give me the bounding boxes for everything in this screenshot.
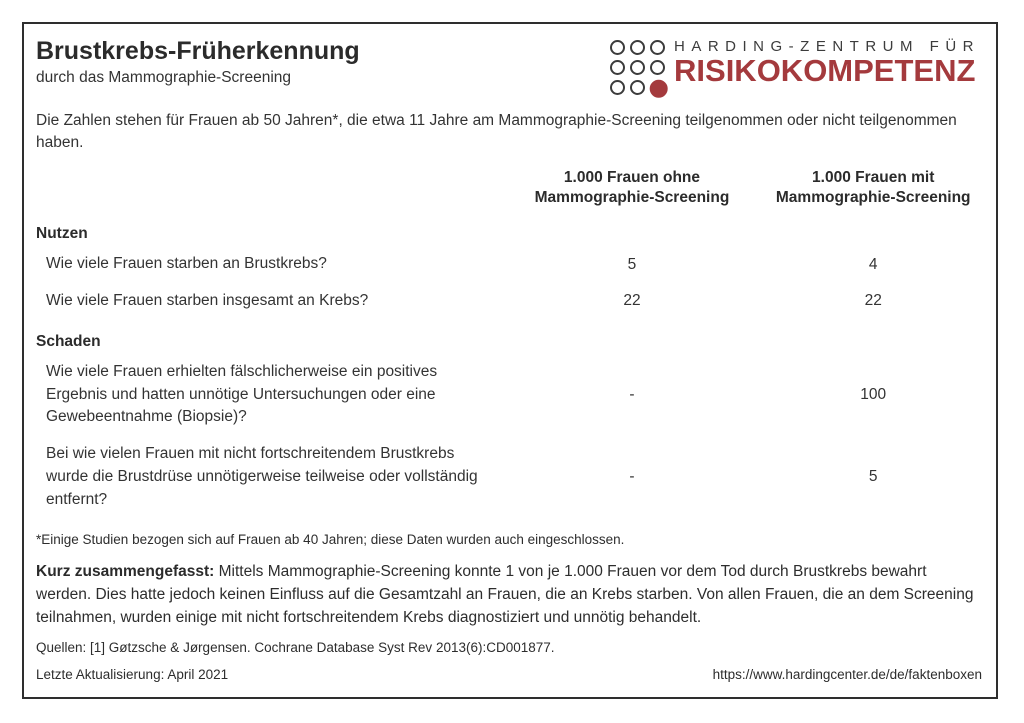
logo-text — [674, 36, 980, 88]
value-mit: 5 — [868, 468, 878, 486]
section-label-nutzen: Nutzen — [36, 225, 88, 243]
logo-dot-icon — [630, 40, 645, 55]
value-mit: 4 — [868, 255, 878, 273]
table-row — [36, 436, 982, 518]
intro-text: Die Zahlen stehen für Frauen ab 50 Jahren*, die etwa 11 Jahre am Mammographie-Screening teilgenommen oder nicht teilgenommen haben. — [36, 112, 957, 151]
question-cell: Wie viele Frauen starben insgesamt an Krebs? — [46, 292, 369, 310]
summary-paragraph — [36, 560, 982, 630]
value-ohne: 22 — [623, 292, 641, 310]
value-ohne: - — [629, 468, 635, 486]
logo-dot-icon — [610, 60, 625, 75]
table-row — [36, 283, 982, 320]
column-header-ohne-screening — [500, 168, 765, 212]
page-subtitle: durch das Mammographie-Screening — [36, 69, 292, 86]
logo-red-dot-icon — [650, 80, 668, 98]
logo-dot-icon — [650, 60, 665, 75]
logo-dots-icon — [610, 40, 665, 95]
table-row — [36, 246, 982, 283]
question-cell: Wie viele Frauen erhielten fälschlicherweise ein positives Ergebnis und hatten unnötige Untersuchungen oder eine Gewebeentnahme (Biopsie)? — [46, 362, 438, 426]
table-header-row — [36, 168, 982, 212]
column-header-mit-screening — [764, 168, 982, 212]
value-ohne: - — [629, 386, 635, 404]
factbox — [22, 22, 998, 699]
sources-text: Quellen: [1] Gøtzsche & Jørgensen. Cochrane Database Syst Rev 2013(6):CD001877. — [36, 640, 555, 656]
logo-dot-icon — [610, 80, 625, 95]
logo-dot-icon — [630, 80, 645, 95]
factbox-url: https://www.hardingcenter.de/de/faktenboxen — [712, 667, 982, 683]
page-title: Brustkrebs-Früherkennung — [36, 37, 360, 65]
table-row — [36, 354, 982, 436]
value-ohne: 5 — [627, 255, 637, 273]
section-row-nutzen — [36, 212, 982, 246]
question-cell: Bei wie vielen Frauen mit nicht fortschreitendem Brustkrebs wurde die Brustdrüse unnötigerweise teilweise oder vollständig entfernt? — [46, 445, 478, 508]
logo-dot-icon — [610, 40, 625, 55]
column-header-label: 1.000 Frauen mit Mammographie-Screening — [775, 169, 971, 207]
column-header-label: 1.000 Frauen ohne Mammographie-Screening — [534, 169, 730, 207]
title-block — [36, 34, 360, 87]
harding-center-logo — [610, 36, 980, 95]
logo-brand-name: RISIKOKOMPETENZ — [674, 53, 976, 88]
header — [36, 34, 982, 95]
last-updated-text: Letzte Aktualisierung: April 2021 — [36, 667, 229, 683]
empty-header-cell — [36, 168, 500, 212]
logo-org-name: HARDING-ZENTRUM FÜR — [674, 38, 980, 55]
value-mit: 22 — [864, 292, 882, 310]
summary-text: Mittels Mammographie-Screening konnte 1 von je 1.000 Frauen vor dem Tod durch Brustkrebs bewahrt werden. Dies hatte jedoch keinen Einfluss auf die Gesamtzahl an Frauen, die an Krebs starben. Von allen Frauen, die an dem Screening teilnahmen, wurden einige mit nicht fortschreitendem Krebs diagnostiziert und unnötig behandelt. — [36, 562, 974, 627]
footnote-text: *Einige Studien bezogen sich auf Frauen ab 40 Jahren; diese Daten wurden auch eingeschlossen. — [36, 531, 625, 547]
section-row-schaden — [36, 320, 982, 354]
summary-label: Kurz zusammengefasst: — [36, 562, 215, 580]
fact-table — [36, 168, 982, 519]
footer — [36, 667, 982, 682]
question-cell: Wie viele Frauen starben an Brustkrebs? — [46, 255, 327, 273]
value-mit: 100 — [860, 386, 887, 404]
section-label-schaden: Schaden — [36, 332, 101, 350]
logo-dot-icon — [650, 40, 665, 55]
logo-dot-icon — [630, 60, 645, 75]
